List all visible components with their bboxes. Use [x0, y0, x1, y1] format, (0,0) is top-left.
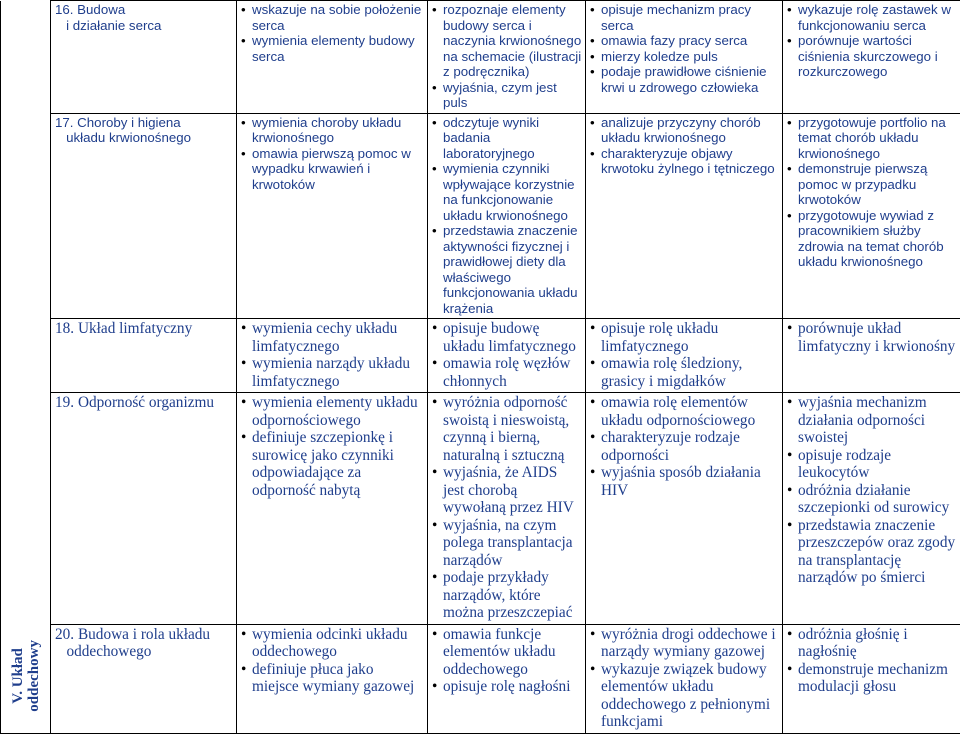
list-item: • wymienia odcinki układu oddechowego	[241, 626, 424, 661]
table-row	[1, 113, 960, 319]
list-item: • wyjaśnia, czym jest puls	[432, 80, 582, 111]
requirements-cell	[586, 319, 783, 393]
requirements-cell	[428, 319, 586, 393]
list-item: • charakteryzuje objawy krwotoku żylnego i tętniczego	[590, 146, 779, 177]
topic-cell: 18. Układ limfatyczny	[51, 319, 237, 393]
section-label: V. Układ oddechowy	[10, 640, 42, 712]
list-item: • demonstruje pierwszą pomoc w przypadku krwotoków	[787, 161, 959, 208]
requirements-cell	[237, 393, 428, 625]
list-item: • definiuje szczepionkę i surowicę jako czynniki odpowiadające za odporność nabytą	[241, 429, 424, 499]
list-item: • wymienia narządy układu limfatycznego	[241, 355, 424, 390]
list-item: • omawia rolę elementów układu odpornościowego	[590, 394, 779, 429]
table-row	[1, 624, 960, 733]
list-item: • przedstawia znaczenie aktywności fizycznej i prawidłowej diety dla właściwego funkcjonowania układu krążenia	[432, 223, 582, 316]
section-cell-empty	[1, 393, 51, 625]
list-item: • wykazuje rolę zastawek w funkcjonowaniu serca	[787, 2, 959, 33]
requirements-cell	[783, 393, 960, 625]
list-item: • wyróżnia odporność swoistą i nieswoistą, czynną i bierną, naturalną i sztuczną	[432, 394, 582, 464]
list-item: • opisuje rolę układu limfatycznego	[590, 320, 779, 355]
list-item: • wskazuje na sobie położenie serca	[241, 2, 424, 33]
list-item: • wyjaśnia, że AIDS jest chorobą wywołaną przez HIV	[432, 464, 582, 517]
list-item: • przedstawia znaczenie przeszczepów oraz zgody na transplantację narządów po śmierci	[787, 517, 959, 587]
list-item: • opisuje rolę nagłośni	[432, 678, 582, 696]
list-item: • przygotowuje wywiad z pracownikiem służby zdrowia na temat chorób układu krwionośnego	[787, 208, 959, 270]
topic-cell: 20. Budowa i rola układu oddechowego	[51, 624, 237, 733]
list-item: • porównuje układ limfatyczny i krwionośny	[787, 320, 959, 355]
list-item: • podaje prawidłowe ciśnienie krwi u zdrowego człowieka	[590, 64, 779, 95]
requirements-cell	[783, 319, 960, 393]
list-item: • omawia funkcje elementów układu oddechowego	[432, 626, 582, 679]
list-item: • omawia fazy pracy serca	[590, 33, 779, 49]
list-item: • wymienia czynniki wpływające korzystnie na funkcjonowanie układu krwionośnego	[432, 161, 582, 223]
list-item: • omawia pierwszą pomoc w wypadku krwawień i krwotoków	[241, 146, 424, 193]
requirements-cell	[428, 624, 586, 733]
requirements-cell	[783, 624, 960, 733]
requirements-cell	[428, 393, 586, 625]
list-item: • wyjaśnia, na czym polega transplantacja narządów	[432, 517, 582, 570]
requirements-cell	[237, 624, 428, 733]
list-item: • definiuje płuca jako miejsce wymiany gazowej	[241, 661, 424, 696]
list-item: • odczytuje wyniki badania laboratoryjnego	[432, 115, 582, 162]
list-item: • odróżnia działanie szczepionki od surowicy	[787, 482, 959, 517]
list-item: • omawia rolę śledziony, grasicy i migdałków	[590, 355, 779, 390]
list-item: • analizuje przyczyny chorób układu krwionośnego	[590, 115, 779, 146]
list-item: • porównuje wartości ciśnienia skurczowego i rozkurczowego	[787, 33, 959, 80]
list-item: • rozpoznaje elementy budowy serca i naczynia krwionośnego na schemacie (ilustracji z podręcznika)	[432, 2, 582, 80]
list-item: • wymienia choroby układu krwionośnego	[241, 115, 424, 146]
requirements-cell	[428, 1, 586, 114]
list-item: • podaje przykłady narządów, które można przeszczepiać	[432, 569, 582, 622]
table-row	[1, 1, 960, 114]
requirements-cell	[586, 113, 783, 319]
list-item: • wymienia elementy budowy serca	[241, 33, 424, 64]
requirements-cell	[237, 1, 428, 114]
section-label-cell	[1, 624, 51, 733]
list-item: • demonstruje mechanizm modulacji głosu	[787, 661, 959, 696]
list-item: • omawia rolę węzłów chłonnych	[432, 355, 582, 390]
topic-cell: 19. Odporność organizmu	[51, 393, 237, 625]
section-cell-empty	[1, 113, 51, 319]
list-item: • przygotowuje portfolio na temat chorób układu krwionośnego	[787, 115, 959, 162]
requirements-cell	[237, 113, 428, 319]
list-item: • mierzy koledze puls	[590, 49, 779, 65]
topic-cell: 17. Choroby i higiena układu krwionośnego	[51, 113, 237, 319]
requirements-cell	[586, 624, 783, 733]
section-cell-empty	[1, 319, 51, 393]
requirements-cell	[428, 113, 586, 319]
list-item: • opisuje mechanizm pracy serca	[590, 2, 779, 33]
topic-cell: 16. Budowa i działanie serca	[51, 1, 237, 114]
table-row	[1, 319, 960, 393]
list-item: • opisuje rodzaje leukocytów	[787, 447, 959, 482]
list-item: • wyjaśnia mechanizm działania odporności swoistej	[787, 394, 959, 447]
list-item: • opisuje budowę układu limfatycznego	[432, 320, 582, 355]
list-item: • wyróżnia drogi oddechowe i narządy wymiany gazowej	[590, 626, 779, 661]
list-item: • odróżnia głośnię i nagłośnię	[787, 626, 959, 661]
requirements-cell	[783, 113, 960, 319]
section-cell-empty	[1, 1, 51, 114]
list-item: • charakteryzuje rodzaje odporności	[590, 429, 779, 464]
list-item: • wyjaśnia sposób działania HIV	[590, 464, 779, 499]
requirements-cell	[237, 319, 428, 393]
list-item: • wymienia elementy układu odpornościowego	[241, 394, 424, 429]
list-item: • wymienia cechy układu limfatycznego	[241, 320, 424, 355]
requirements-cell	[586, 1, 783, 114]
table-row	[1, 393, 960, 625]
list-item: • wykazuje związek budowy elementów układu oddechowego z pełnionymi funkcjami	[590, 661, 779, 731]
requirements-cell	[783, 1, 960, 114]
requirements-cell	[586, 393, 783, 625]
